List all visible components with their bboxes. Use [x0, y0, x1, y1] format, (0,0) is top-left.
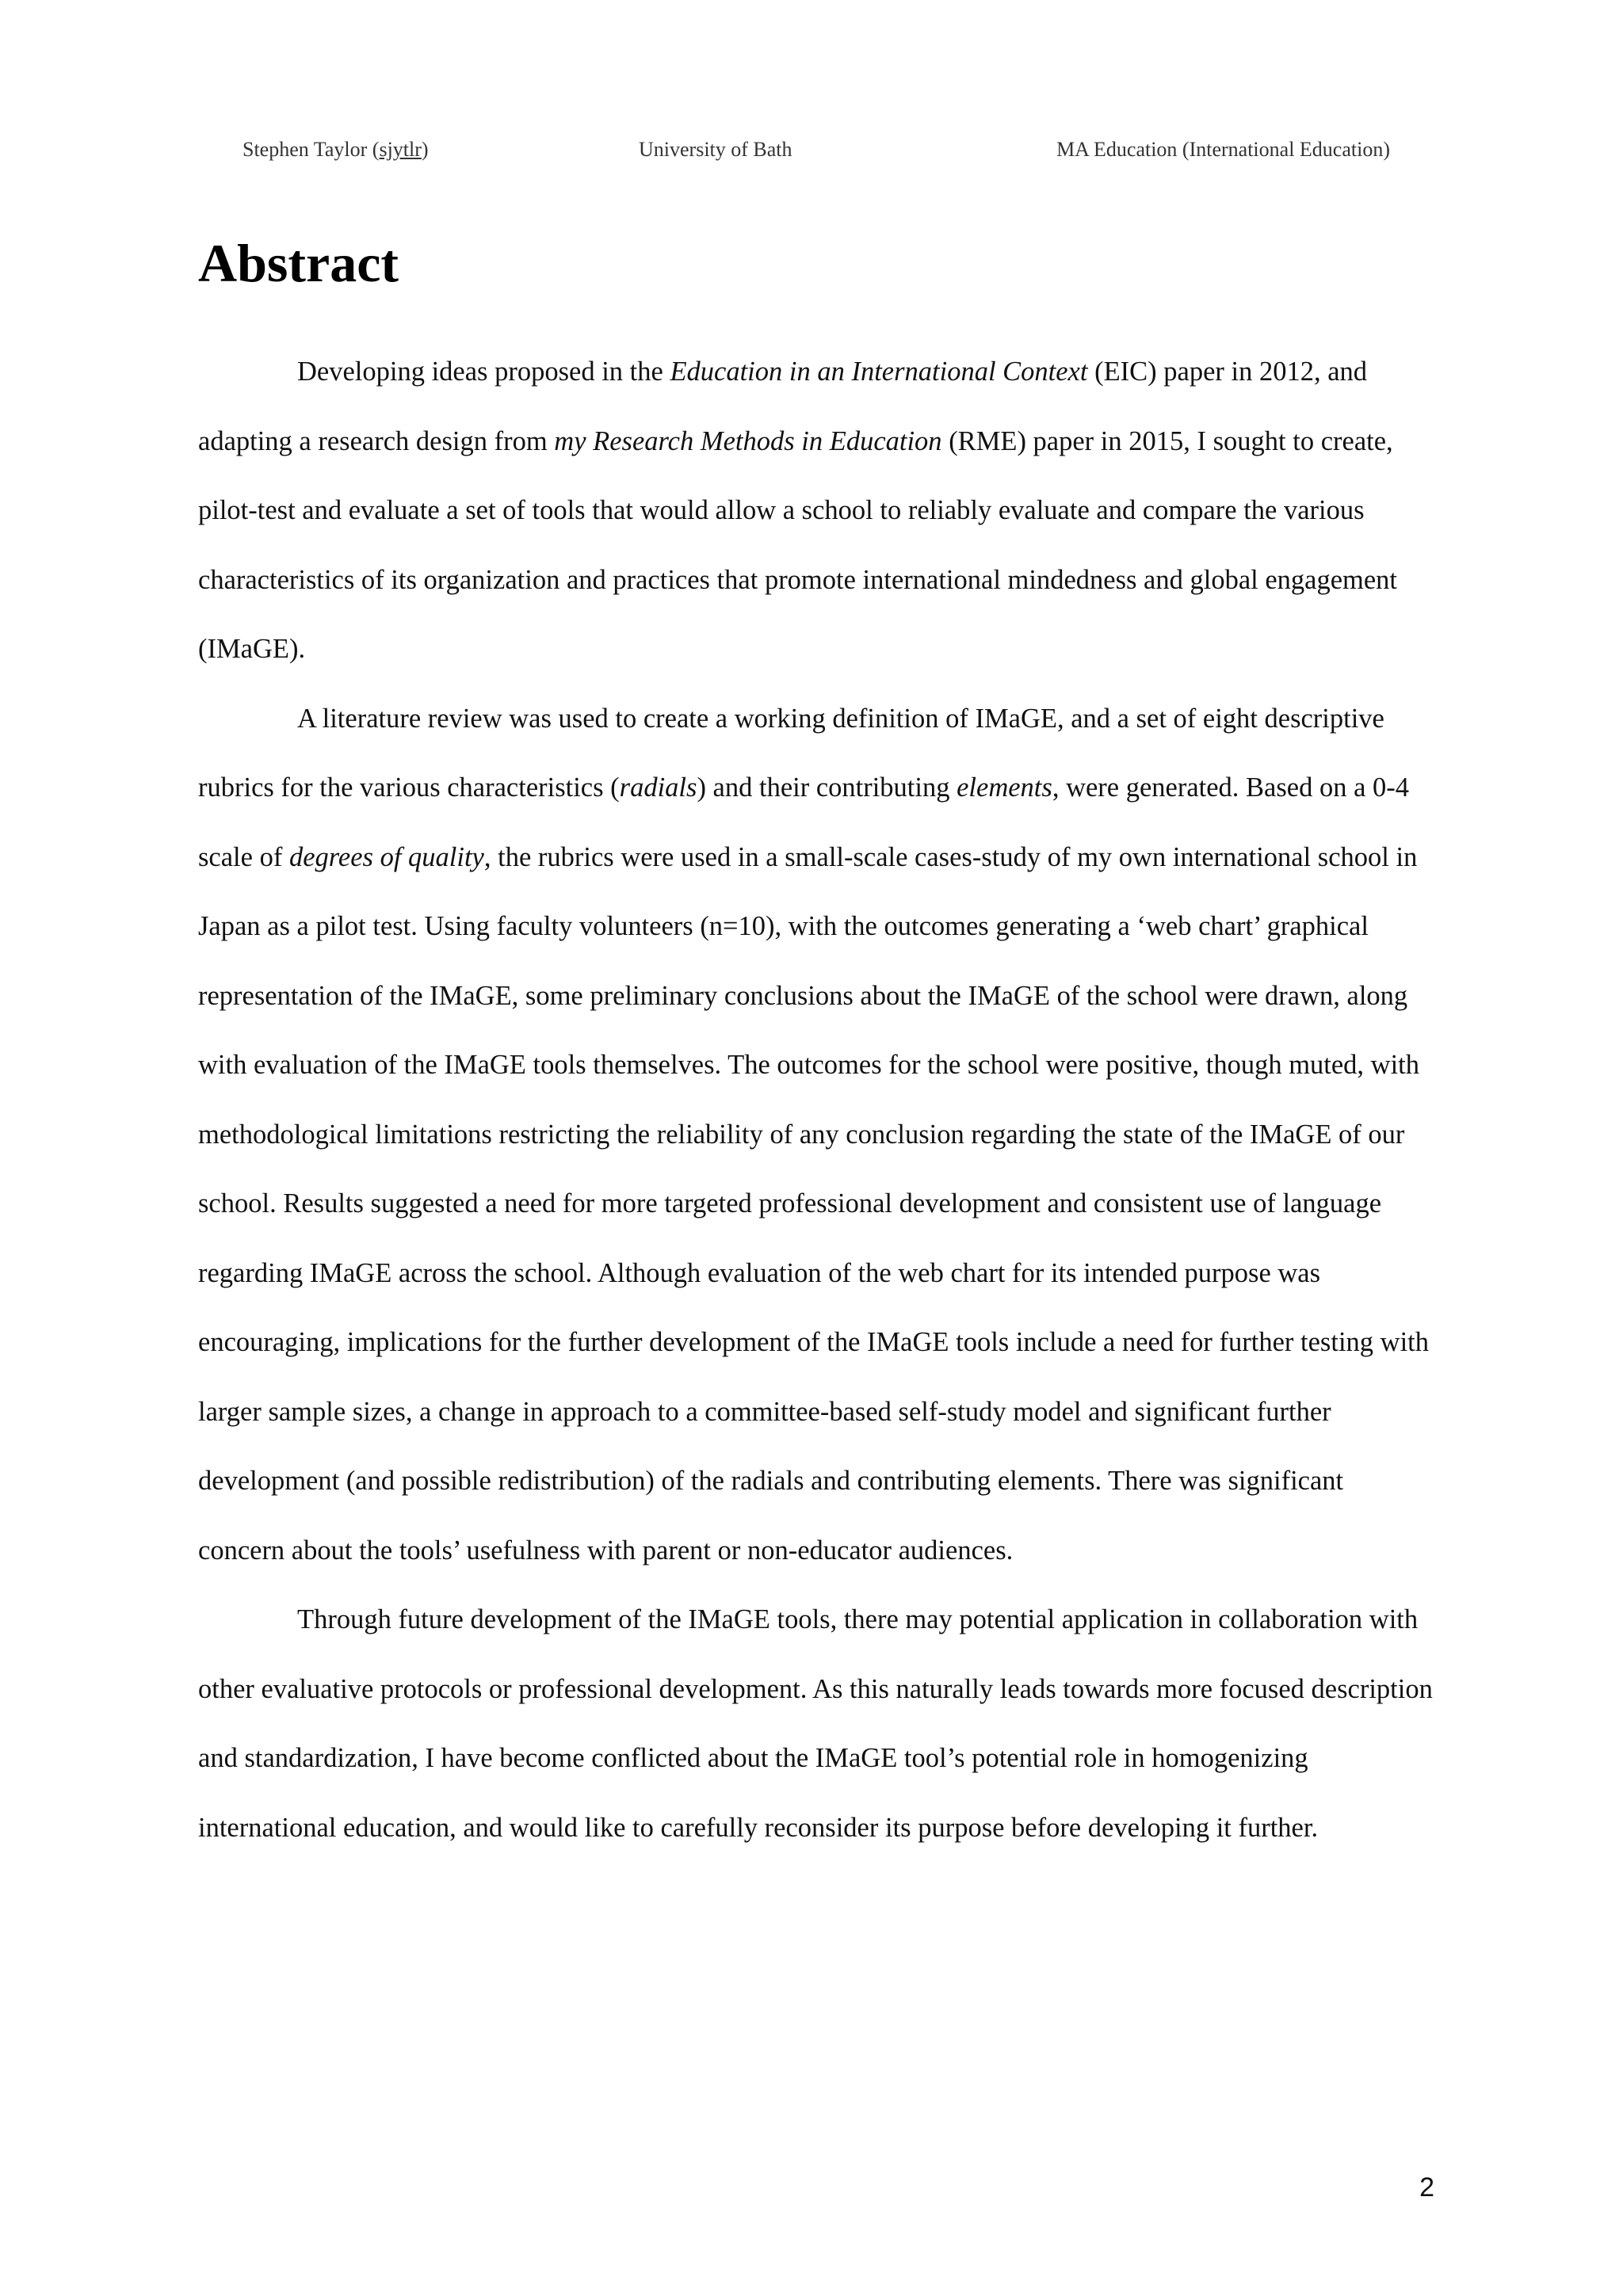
- paragraph-text: (RME) paper in 2015, I sought to create, pilot-test and evaluate a set of tools that would allow a school to reliably evaluate and compare the various characteristics of its organization and practices that promote international mindedness and global engagement (IMaGE).: [198, 425, 1398, 664]
- running-header: [242, 138, 1390, 170]
- paragraph-italic-text: degrees of quality: [288, 841, 484, 872]
- abstract-paragraph-2: [198, 685, 1434, 1586]
- paragraph-text: (EIC) paper in 2012, and adapting a research design from: [198, 357, 1368, 456]
- abstract-body: [198, 338, 1434, 1863]
- header-program: MA Education (International Education): [1056, 138, 1390, 161]
- paragraph-text: , were generated. Based on a 0-4 scale of: [198, 772, 1410, 872]
- paragraph-text: A literature review was used to create a working definition of IMaGE, and a set of eight descriptive rubrics for the various characteristics (: [198, 703, 1384, 803]
- paragraph-italic-text: my Research Methods in Education: [554, 425, 942, 456]
- header-author: [242, 138, 429, 162]
- header-author-netid-link[interactable]: sjytlr: [379, 138, 422, 161]
- abstract-paragraph-1: [198, 338, 1434, 685]
- paragraph-text: Developing ideas proposed in the: [297, 357, 670, 387]
- header-author-name: Stephen Taylor (: [242, 138, 380, 161]
- paragraph-italic-text: radials: [619, 772, 697, 803]
- paragraph-italic-text: elements: [957, 772, 1052, 803]
- paragraph-text: , the rubrics were used in a small-scale cases-study of my own international school in Japan as a pilot test. Using faculty volunteers (n=10), with the outcomes generating a ‘web chart’ graphical representation of the IMaGE, some preliminary conclusions about the IMaGE of the school were drawn, along with evaluation of the IMaGE tools themselves. The outcomes for the school were positive, though muted, with methodological limitations restricting the reliability of any conclusion regarding the state of the IMaGE of our school. Results suggested a need for more targeted professional development and consistent use of language regarding IMaGE across the school. Although evaluation of the web chart for its intended purpose was encouraging, implications for the further development of the IMaGE tools include a need for further testing with larger sample sizes, a change in approach to a committee-based self-study model and significant further development (and possible redistribution) of the radials and contributing elements. There was significant concern about the tools’ usefulness with parent or non-educator audiences.: [198, 841, 1429, 1566]
- abstract-paragraph-3: [198, 1585, 1434, 1863]
- paragraph-text: ) and their contributing: [697, 772, 957, 803]
- section-title: Abstract: [198, 233, 399, 293]
- paragraph-text: Through future development of the IMaGE tools, there may potential application in collaboration with other evaluative protocols or professional development. As this naturally leads towards more focused description and standardization, I have become conflicted about the IMaGE tool’s potential role in homogenizing international education, and would like to carefully reconsider its purpose before developing it further.: [198, 1604, 1433, 1843]
- header-author-close: ): [421, 138, 429, 161]
- page-number: 2: [1419, 2172, 1434, 2203]
- header-university: University of Bath: [639, 138, 792, 161]
- paragraph-italic-text: Education in an International Context: [670, 357, 1088, 387]
